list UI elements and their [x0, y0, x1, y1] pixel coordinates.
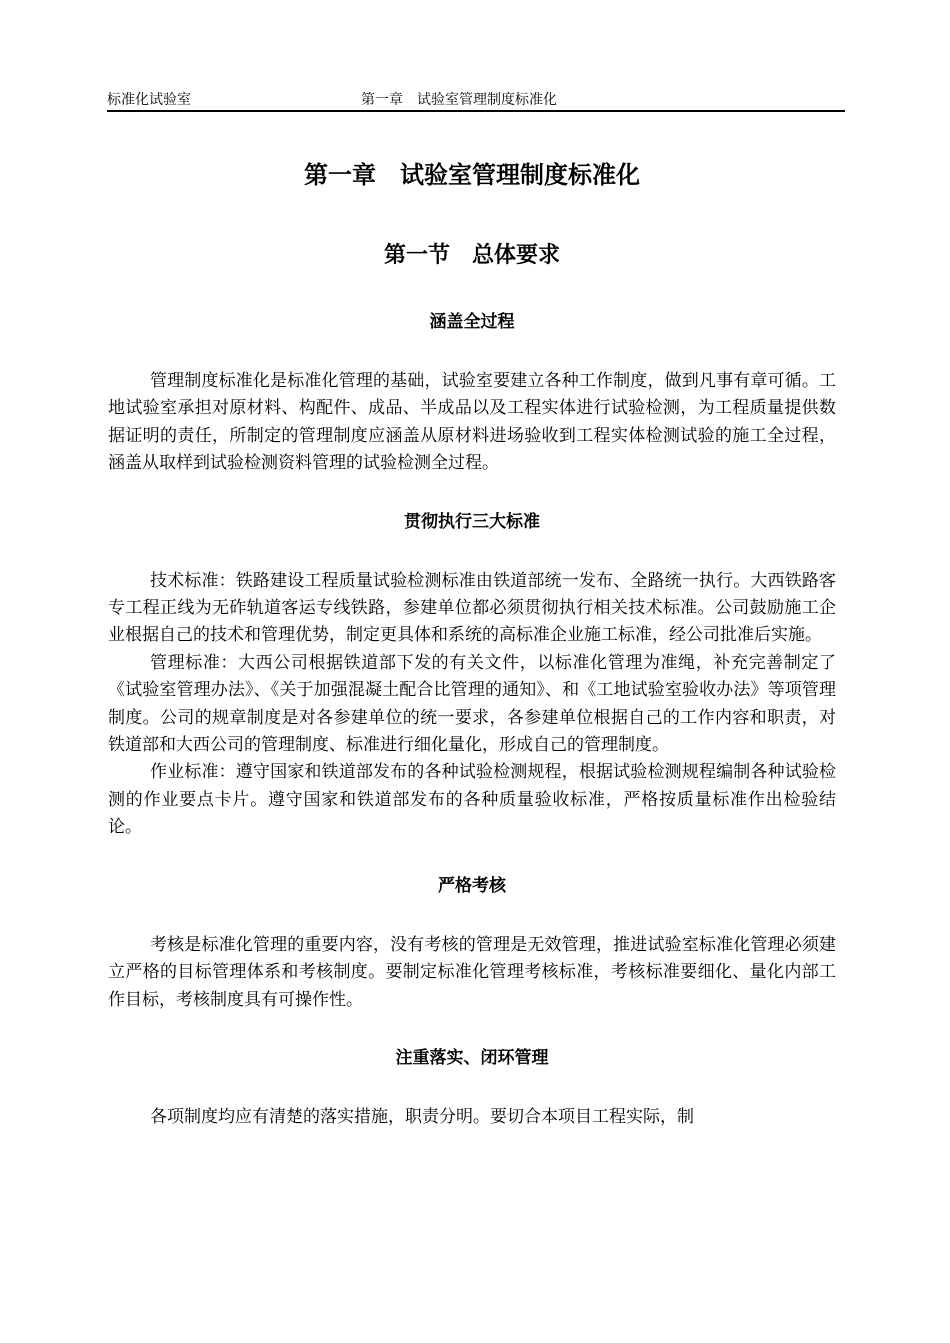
body-paragraph: 各项制度均应有清楚的落实措施，职责分明。要切合本项目工程实际，制: [150, 1106, 694, 1127]
body-paragraph: 作业标准：遵守国家和铁道部发布的各种试验检测规程，根据试验检测规程编制各种试验检测的作业要点卡片。遵守国家和铁道部发布的各种质量验收标准，严格按质量标准作出检验结论。: [108, 762, 836, 838]
body-paragraph: 管理标准：大西公司根据铁道部下发的有关文件，以标准化管理为准绳，补充完善制定了《试验室管理办法》、《关于加强混凝土配合比管理的通知》、和《工地试验室验收办法》等项管理制度。公司的规章制度是对各参建单位的统一要求，各参建单位根据自己的工作内容和职责，对铁道部和大西公司的管理制度、标准进行细化量化，形成自己的管理制度。: [108, 652, 836, 756]
body-paragraph: 考核是标准化管理的重要内容，没有考核的管理是无效管理，推进试验室标准化管理必须建立严格的目标管理体系和考核制度。要制定标准化管理考核标准，考核标准要细化、量化内部工作目标，考核制度具有可操作性。: [108, 934, 836, 1010]
section-title: 第一节 总体要求: [383, 243, 560, 268]
header-left-text: 标准化试验室: [107, 92, 191, 108]
chapter-title: 第一章 试验室管理制度标准化: [304, 161, 640, 189]
body-paragraph: 管理制度标准化是标准化管理的基础，试验室要建立各种工作制度，做到凡事有章可循。工地试验室承担对原材料、构配件、成品、半成品以及工程实体进行试验检测，为工程质量提供数据证明的责任，所制定的管理制度应涵盖从原材料进场验收到工程实体检测试验的施工全过程，涵盖从取样到试验检测资料管理的试验检测全过程。: [108, 371, 836, 474]
page-content: [108, 150, 836, 1131]
running-header: [107, 90, 844, 110]
subsection-heading: 严格考核: [438, 875, 506, 896]
body-paragraph: 技术标准：铁路建设工程质量试验检测标准由铁道部统一发布、全路统一执行。大西铁路客专工程正线为无砟轨道客运专线铁路，参建单位都必须贯彻执行相关技术标准。公司鼓励施工企业根据自己的技术和管理优势，制定更具体和系统的高标准企业施工标准，经公司批准后实施。: [108, 570, 836, 646]
header-center-text: 第一章 试验室管理制度标准化: [361, 92, 557, 108]
subsection-heading: 贯彻执行三大标准: [404, 511, 540, 532]
subsection-heading: 涵盖全过程: [429, 312, 515, 332]
subsection-heading: 注重落实、闭环管理: [395, 1047, 549, 1068]
header-divider: [107, 110, 845, 112]
